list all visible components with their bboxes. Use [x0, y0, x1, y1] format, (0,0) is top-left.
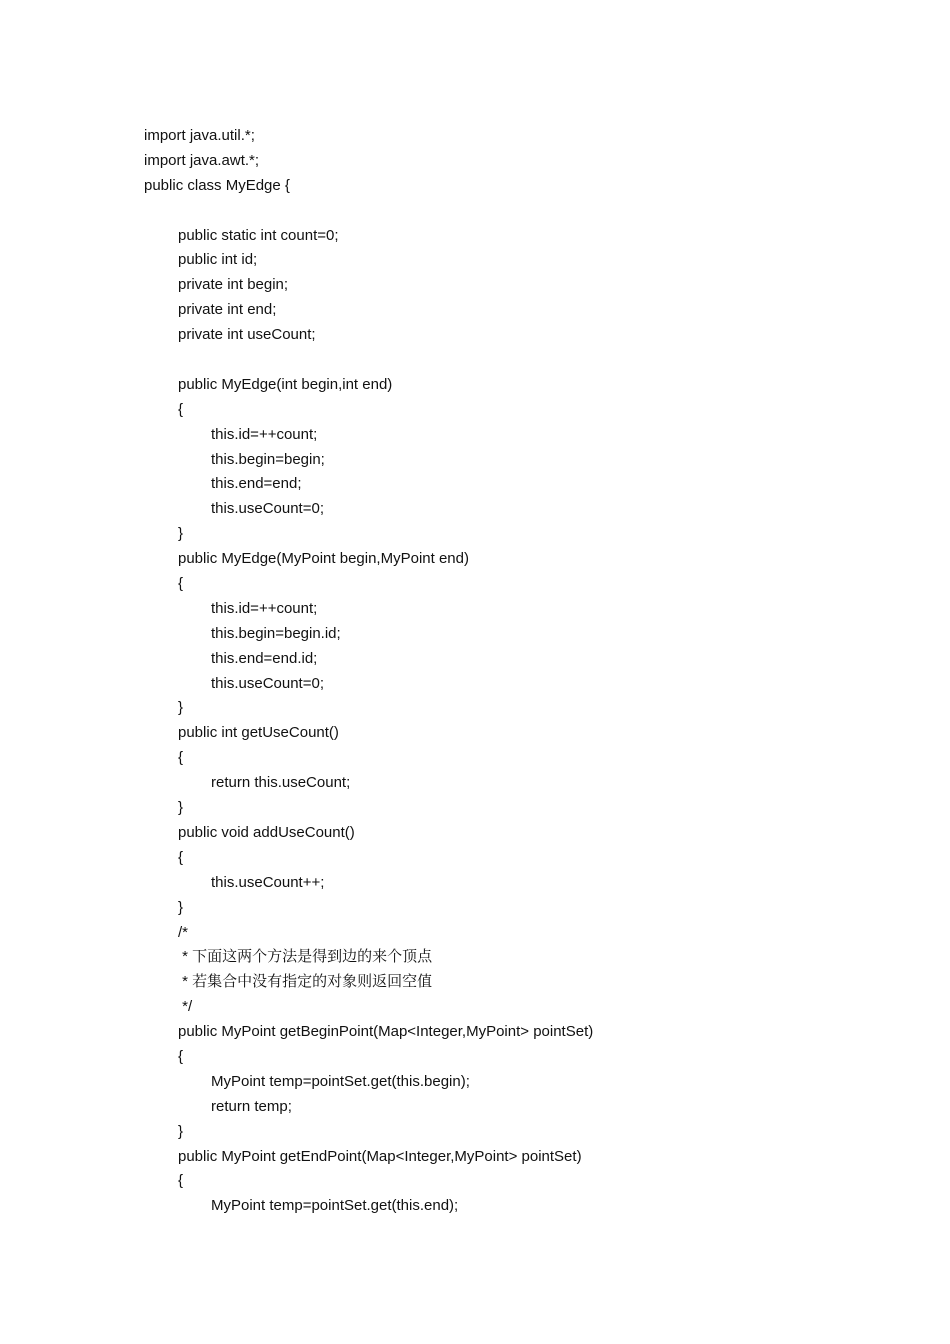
code-line: this.end=end.id; — [211, 649, 318, 667]
code-line: import java.awt.*; — [144, 151, 260, 169]
code-line: public int getUseCount() — [178, 724, 339, 742]
code-line: import java.util.*; — [144, 127, 255, 144]
code-line: * 下面这两个方法是得到边的来个顶点 — [178, 948, 433, 966]
code-line: public MyPoint getEndPoint(Map<Integer,MyPoint> pointSet) — [178, 1147, 582, 1165]
code-listing — [144, 124, 904, 1219]
code-line: public MyPoint getBeginPoint(Map<Integer,MyPoint> pointSet) — [178, 1023, 594, 1041]
code-line: /* — [178, 923, 189, 941]
code-line: this.useCount++; — [211, 873, 325, 891]
code-line: } — [178, 799, 184, 817]
code-line: { — [178, 1172, 184, 1190]
code-line: public int id; — [178, 251, 258, 269]
code-line: return temp; — [211, 1097, 292, 1115]
code-line: { — [178, 749, 184, 767]
blank-line — [144, 348, 904, 373]
code-line: * 若集合中没有指定的对象则返回空值 — [178, 973, 433, 991]
code-line: this.id=++count; — [211, 425, 318, 443]
code-line: { — [178, 400, 184, 418]
code-line: MyPoint temp=pointSet.get(this.begin); — [211, 1072, 470, 1090]
code-line: private int begin; — [178, 276, 289, 294]
code-line: private int useCount; — [178, 326, 316, 344]
code-line: this.end=end; — [211, 475, 302, 493]
code-line: this.begin=begin; — [211, 450, 325, 468]
code-line: { — [178, 1047, 184, 1065]
code-line: this.begin=begin.id; — [211, 624, 341, 642]
code-line: this.useCount=0; — [211, 674, 324, 692]
code-line: */ — [178, 998, 193, 1016]
code-line: MyPoint temp=pointSet.get(this.end); — [211, 1197, 459, 1215]
code-line: public class MyEdge { — [144, 176, 290, 194]
code-line: return this.useCount; — [211, 774, 351, 792]
code-line: public void addUseCount() — [178, 823, 355, 841]
code-line: } — [178, 898, 184, 916]
code-line: public MyEdge(int begin,int end) — [178, 375, 393, 393]
blank-line — [144, 199, 904, 224]
code-line: { — [178, 848, 184, 866]
code-line: this.useCount=0; — [211, 500, 324, 518]
code-line: } — [178, 525, 184, 543]
code-line: { — [178, 575, 184, 593]
code-line: public static int count=0; — [178, 226, 339, 244]
code-line: } — [178, 1122, 184, 1140]
code-line: private int end; — [178, 301, 277, 319]
code-line: public MyEdge(MyPoint begin,MyPoint end) — [178, 550, 469, 568]
code-line: this.id=++count; — [211, 599, 318, 617]
code-line: } — [178, 699, 184, 717]
